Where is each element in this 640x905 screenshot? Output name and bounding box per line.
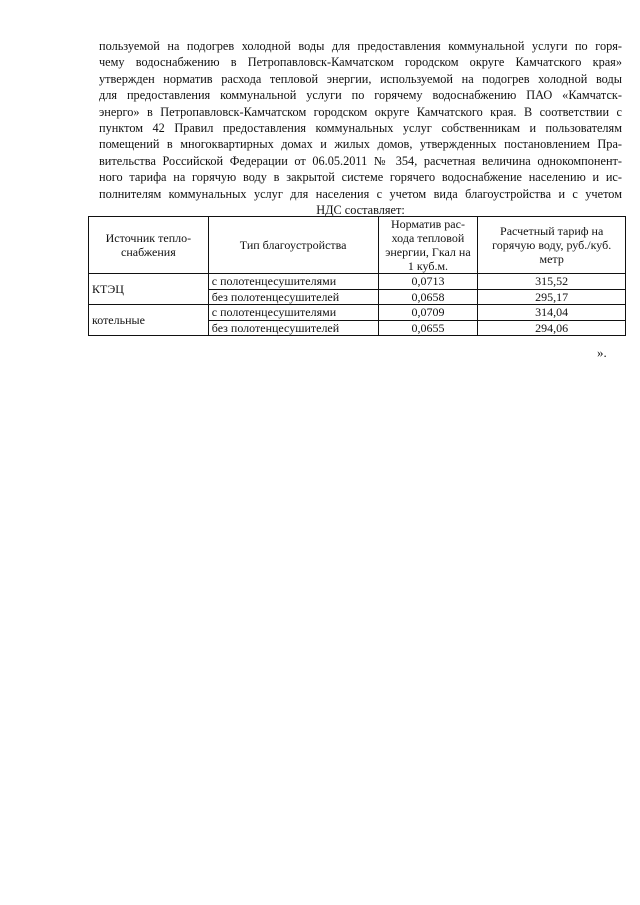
type-cell: с полотенцесушителями bbox=[208, 274, 378, 290]
paragraph-line: утвержден норматив расхода тепловой энергии, используемой на подогрев холодной воды bbox=[99, 71, 622, 86]
source-cell: котельные bbox=[89, 305, 209, 336]
tariff-cell: 315,52 bbox=[478, 274, 626, 290]
table-header-row bbox=[89, 217, 626, 274]
type-cell: без полотенцесушителей bbox=[208, 289, 378, 305]
norm-cell: 0,0658 bbox=[378, 289, 478, 305]
type-cell: с полотенцесушителями bbox=[208, 305, 378, 321]
paragraph-line: для предоставления коммунальной услуги по горячему водоснабжению ПАО «Камчатск- bbox=[99, 88, 622, 103]
paragraph-line: помещений в многоквартирных домах и жилых домов, утвержденных постановлением Пра- bbox=[99, 137, 622, 152]
paragraph-line: энерго» в Петропавловск-Камчатском городском округе Камчатского края. В соответствии с bbox=[99, 104, 622, 119]
source-cell: КТЭЦ bbox=[89, 274, 209, 305]
paragraph-line: чему водоснабжению в Петропавловск-Камчатском городском округе Камчатского края» bbox=[99, 55, 622, 70]
table-row bbox=[89, 274, 626, 290]
norm-cell: 0,0709 bbox=[378, 305, 478, 321]
tariff-table bbox=[88, 216, 626, 336]
paragraph-line: НДС составляет: bbox=[316, 203, 405, 218]
header-type: Тип благоустройства bbox=[208, 217, 378, 274]
paragraph-line: пунктом 42 Правил предоставления коммунальных услуг собственникам и пользователям bbox=[99, 121, 622, 136]
closing-quote: ». bbox=[597, 345, 607, 360]
tariff-cell: 294,06 bbox=[478, 320, 626, 336]
paragraph-line: ного тарифа на горячую воду в закрытой системе горячего водоснабжение населению и ис- bbox=[99, 170, 622, 185]
tariff-cell: 295,17 bbox=[478, 289, 626, 305]
tariff-cell: 314,04 bbox=[478, 305, 626, 321]
header-source: Источник тепло-снабжения bbox=[89, 217, 209, 274]
header-norm: Норматив рас-хода тепловой энергии, Гкал на 1 куб.м. bbox=[378, 217, 478, 274]
norm-cell: 0,0655 bbox=[378, 320, 478, 336]
type-cell: без полотенцесушителей bbox=[208, 320, 378, 336]
norm-cell: 0,0713 bbox=[378, 274, 478, 290]
header-tariff: Расчетный тариф на горячую воду, руб./куб. метр bbox=[478, 217, 626, 274]
paragraph-line: полнителям коммунальных услуг для населения с учетом вида благоустройства и с учетом bbox=[99, 186, 622, 201]
table-row bbox=[89, 305, 626, 321]
paragraph-line: вительства Российской Федерации от 06.05.2011 № 354, расчетная величина однокомпонент- bbox=[99, 153, 622, 168]
body-paragraph bbox=[99, 38, 622, 218]
paragraph-line: пользуемой на подогрев холодной воды для предоставления коммунальной услуги по горя- bbox=[99, 39, 622, 53]
